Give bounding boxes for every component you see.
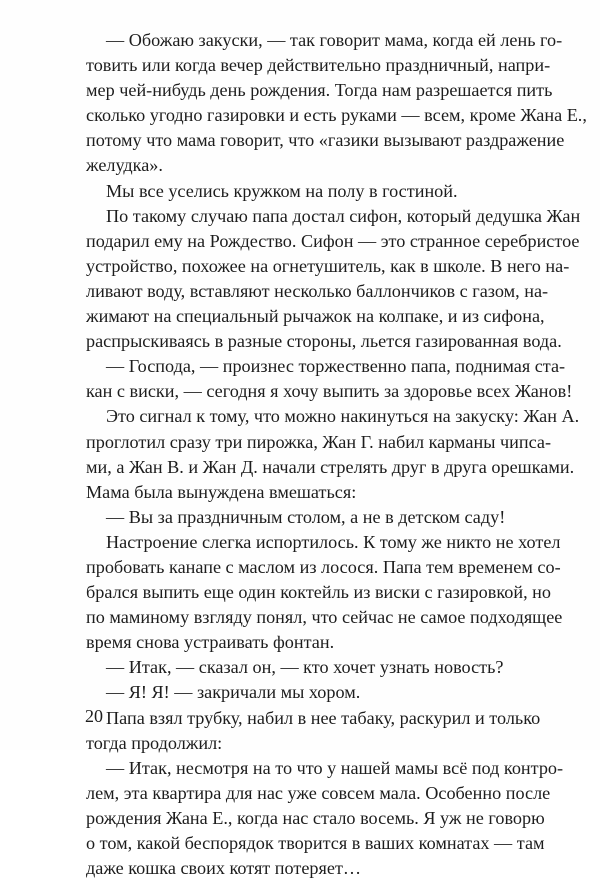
text-line: — Итак, — сказал он, — кто хочет узнать новость? [106,657,504,678]
text-line: сколько угодно газировки и есть руками — всем, кроме Жана Е., [86,105,587,126]
text-line: желудка». [86,155,163,176]
text-line: — Итак, несмотря на то что у нашей мамы всё под контро- [106,757,564,778]
paragraph [86,505,516,530]
text-line: Папа взял трубку, набил в нее табаку, раскурил и только [106,707,541,728]
body-text [86,28,587,881]
text-line: Настроение слегка испортилось. К тому же никто не хотел [106,531,561,552]
text-line: Мы все уселись кружком на полу в гостиной. [106,180,458,201]
text-line: — Я! Я! — закричали мы хором. [106,682,361,703]
text-line: кан с виски, — сегодня я хочу выпить за здоровье всех Жанов! [86,381,573,402]
text-line: брался выпить еще один коктейль из виски с газировкой, но [86,582,551,603]
text-line: Мама была вынуждена вмешаться: [86,481,357,502]
text-line: ми, а Жан В. и Жан Д. начали стрелять друг в друга орешками. [86,456,575,477]
text-line: по маминому взгляду понял, что сейчас не самое подходящее [86,607,563,628]
text-line: пробовать канапе с маслом из лосося. Папа тем временем со- [86,556,561,577]
text-line: ливают воду, вставляют несколько баллончиков с газом, на- [86,280,549,301]
paragraph [86,179,516,204]
paragraph [86,204,581,355]
text-line: лем, эта квартира для нас уже совсем мала. Особенно после [86,782,551,803]
text-line: По такому случаю папа достал сифон, который дедушка Жан [106,205,581,226]
text-line: проглотил сразу три пирожка, Жан Г. набил карманы чипса- [86,431,552,452]
text-line: устройство, похожее на огнетушитель, как в школе. В него на- [86,255,570,276]
text-line: — Господа, — произнес торжественно папа, поднимая ста- [106,356,566,377]
text-line: Это сигнал к тому, что можно накинуться на закуску: Жан А. [106,406,580,427]
paragraph [86,28,587,179]
paragraph [86,680,516,705]
text-line: — Обожаю закуски, — так говорит мама, когда ей лень го- [106,30,563,50]
text-line: потому что мама говорит, что «газики вызывают раздражение [86,130,565,151]
page-number: 20 [85,706,103,726]
text-line: распрыскиваясь в разные стороны, льется газированная вода. [86,331,562,352]
text-line: товить или когда вечер действительно праздничный, напри- [86,55,551,76]
paragraph [86,530,563,655]
text-line: рождения Жана Е., когда нас стало восемь. Я уж не говорю [86,807,545,828]
text-line: о том, какой беспорядок творится в ваших комнатах — там [86,833,545,853]
text-line: мер чей-нибудь день рождения. Тогда нам разрешается пить [86,80,553,101]
text-line: тогда продолжил: [86,732,223,753]
text-line: время снова устраивать фонтан. [86,632,335,653]
text-line: жимают на специальный рычажок на колпаке, и из сифона, [86,306,545,327]
text-line: подарил ему на Рождество. Сифон — это странное серебристое [86,230,580,251]
text-line: даже кошка своих котят потеряет… [86,858,362,879]
paragraph [86,404,580,504]
paragraph [86,354,573,404]
paragraph [86,655,516,680]
text-line: — Вы за праздничным столом, а не в детском саду! [106,506,506,527]
paragraph [86,756,564,881]
paragraph [86,706,541,756]
